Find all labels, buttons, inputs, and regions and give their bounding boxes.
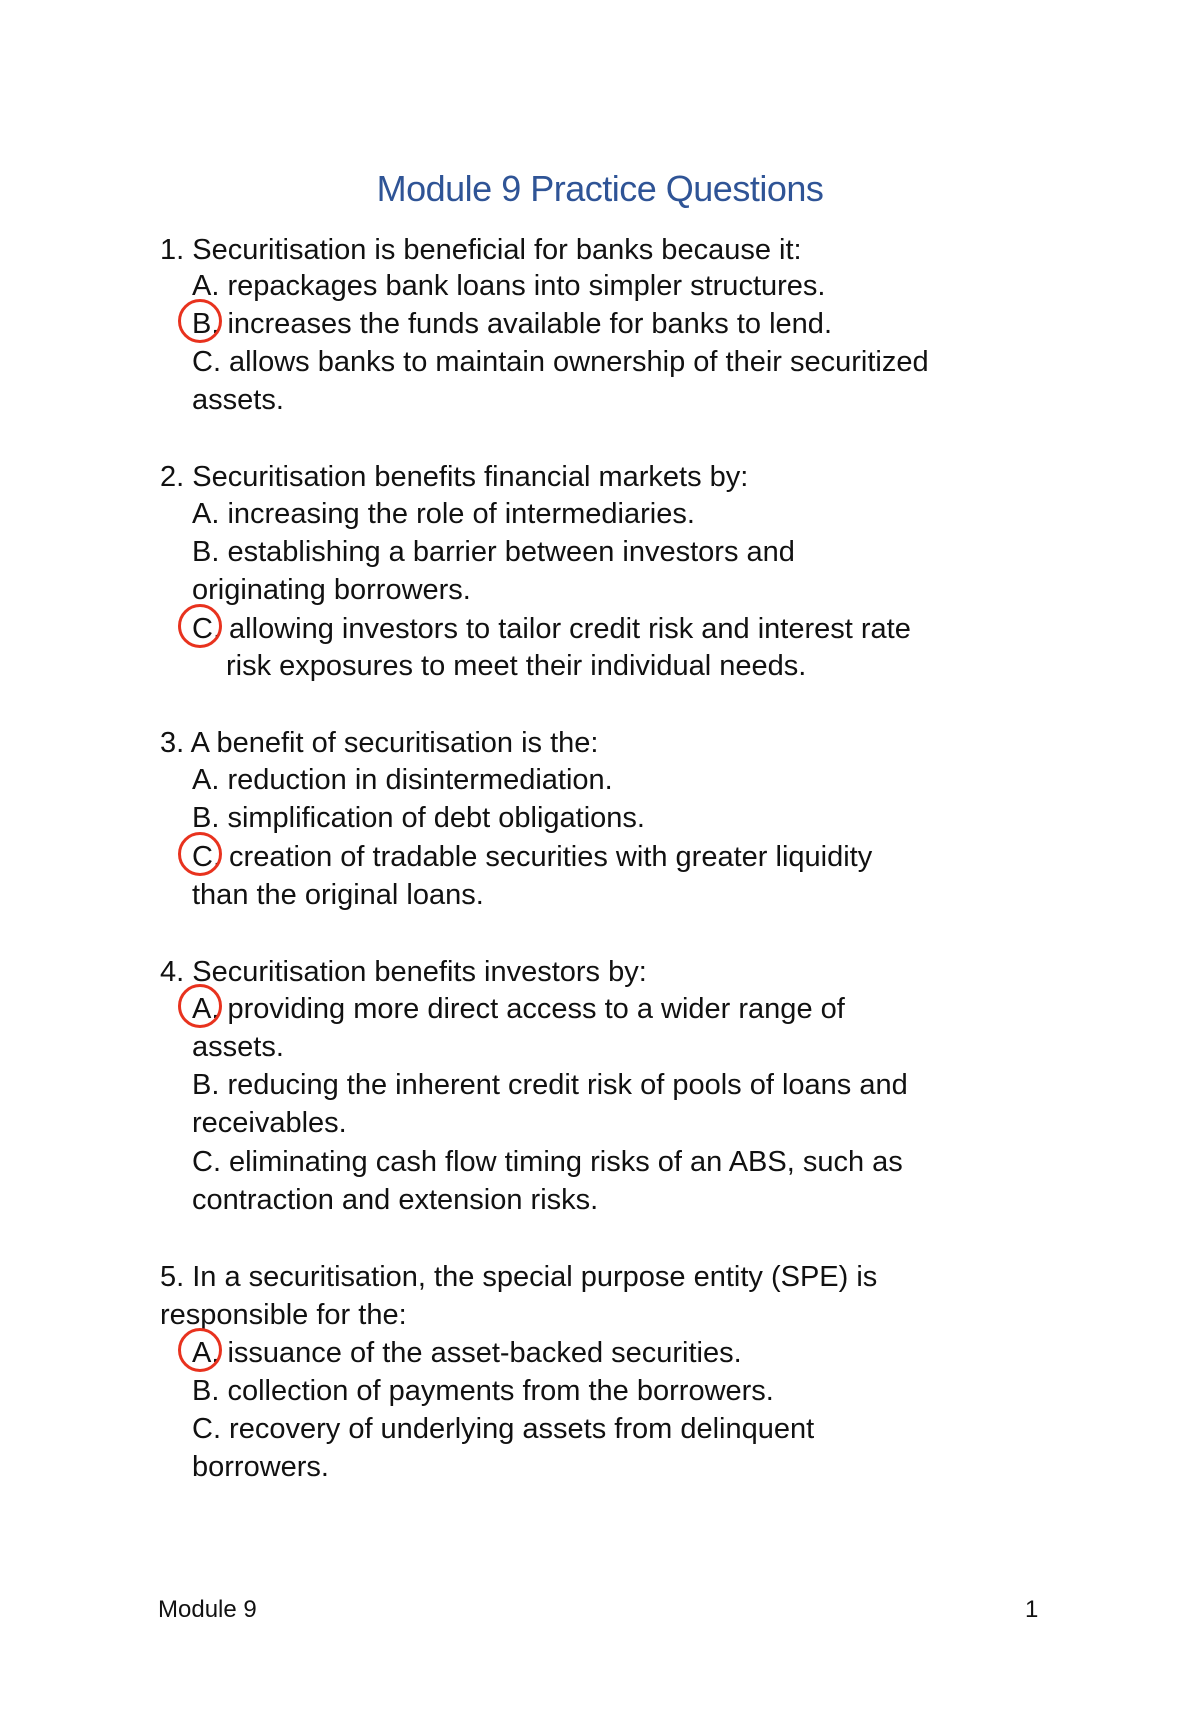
question-2-option-b: B. establishing a barrier between investors and bbox=[192, 536, 795, 568]
question-4-option-a: A. providing more direct access to a wider range of bbox=[192, 993, 845, 1025]
question-4-stem: 4. Securitisation benefits investors by: bbox=[160, 956, 647, 988]
question-3-option-a: A. reduction in disintermediation. bbox=[192, 764, 613, 796]
question-5-stem: responsible for the: bbox=[160, 1299, 407, 1331]
question-4-option-c: C. eliminating cash flow timing risks of an ABS, such as bbox=[192, 1146, 903, 1178]
answer-circle-question-3 bbox=[178, 832, 222, 876]
question-5-option-c: borrowers. bbox=[192, 1451, 329, 1483]
question-2-option-c: risk exposures to meet their individual needs. bbox=[226, 650, 807, 682]
question-2-option-b: originating borrowers. bbox=[192, 574, 471, 606]
answer-circle-question-4 bbox=[178, 984, 222, 1028]
question-5-option-a: A. issuance of the asset-backed securities. bbox=[192, 1337, 742, 1369]
question-4-option-b: receivables. bbox=[192, 1107, 347, 1139]
page-title: Module 9 Practice Questions bbox=[376, 168, 824, 209]
question-5-option-c: C. recovery of underlying assets from delinquent bbox=[192, 1413, 815, 1445]
footer-module-label: Module 9 bbox=[158, 1596, 257, 1623]
question-3-option-c: C. creation of tradable securities with greater liquidity bbox=[192, 841, 873, 873]
answer-circle-question-1 bbox=[178, 299, 222, 343]
question-1-stem: 1. Securitisation is beneficial for banks because it: bbox=[160, 234, 802, 266]
question-1-option-c: assets. bbox=[192, 384, 284, 416]
question-2-stem: 2. Securitisation benefits financial markets by: bbox=[160, 461, 749, 493]
question-1-option-b: B. increases the funds available for banks to lend. bbox=[192, 308, 832, 340]
question-3-stem: 3. A benefit of securitisation is the: bbox=[160, 727, 599, 759]
question-2-option-a: A. increasing the role of intermediaries. bbox=[192, 498, 695, 530]
question-4-option-c: contraction and extension risks. bbox=[192, 1184, 599, 1216]
question-4-option-a: assets. bbox=[192, 1031, 284, 1063]
answer-circle-question-5 bbox=[178, 1328, 222, 1372]
question-2-option-c: C. allowing investors to tailor credit risk and interest rate bbox=[192, 613, 911, 645]
question-3-option-c: than the original loans. bbox=[192, 879, 484, 911]
question-3-option-b: B. simplification of debt obligations. bbox=[192, 802, 645, 834]
question-4-option-b: B. reducing the inherent credit risk of pools of loans and bbox=[192, 1069, 908, 1101]
question-5-stem: 5. In a securitisation, the special purpose entity (SPE) is bbox=[160, 1261, 878, 1293]
question-5-option-b: B. collection of payments from the borrowers. bbox=[192, 1375, 774, 1407]
question-1-option-a: A. repackages bank loans into simpler structures. bbox=[192, 270, 826, 302]
question-1-option-c: C. allows banks to maintain ownership of their securitized bbox=[192, 346, 929, 378]
answer-circle-question-2 bbox=[178, 604, 222, 648]
footer-page-number: 1 bbox=[1025, 1596, 1039, 1623]
